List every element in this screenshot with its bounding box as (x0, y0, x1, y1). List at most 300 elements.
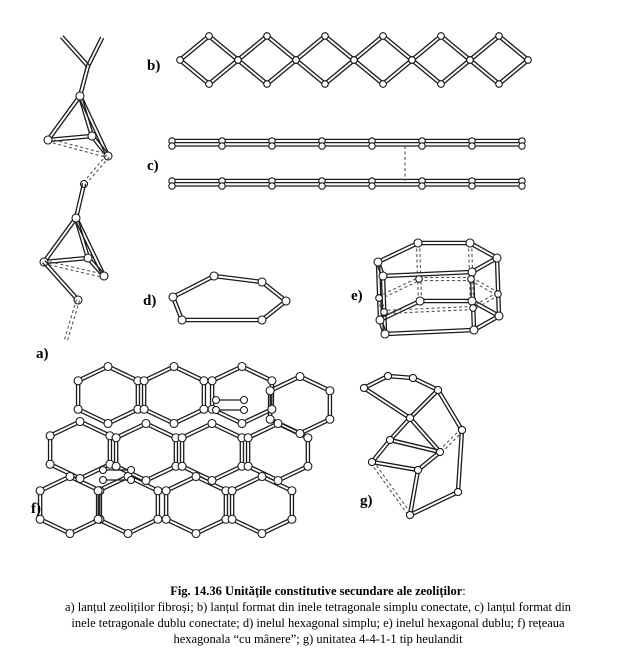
bond (261, 300, 285, 319)
bond (213, 368, 243, 382)
bond (442, 35, 471, 59)
atom (274, 477, 282, 485)
bond (165, 475, 195, 489)
atom (36, 487, 44, 495)
bond (472, 278, 499, 293)
bond (45, 219, 77, 263)
atom (304, 462, 312, 470)
atom (104, 363, 112, 371)
bond (51, 423, 81, 437)
bond (326, 61, 355, 85)
atom (128, 467, 135, 474)
bond (175, 411, 205, 425)
bond (213, 468, 243, 482)
bond (277, 465, 307, 479)
panel-d-single-hexagonal-ring (169, 272, 290, 324)
atom (169, 183, 175, 189)
bond (297, 59, 326, 83)
atom (228, 487, 236, 495)
atom (414, 466, 421, 473)
atom (269, 183, 275, 189)
atom (409, 374, 416, 381)
bond (64, 300, 76, 340)
bond (297, 37, 326, 61)
bond (233, 478, 263, 492)
bond (41, 478, 71, 492)
bond (197, 521, 227, 535)
atom (376, 295, 383, 302)
bond (377, 242, 417, 261)
bond (48, 142, 108, 158)
atom (94, 487, 102, 495)
bond (243, 365, 273, 379)
bond (174, 277, 215, 298)
atom (128, 477, 135, 484)
label-d: d) (143, 293, 157, 309)
atom (169, 143, 175, 149)
bond (391, 419, 411, 441)
atom (258, 530, 266, 538)
panel-f-hexagonal-network (36, 363, 334, 538)
atom (268, 377, 276, 385)
bond (39, 521, 69, 535)
atom (241, 397, 248, 404)
atom (206, 33, 213, 40)
atom (74, 405, 82, 413)
bond (165, 521, 195, 535)
atom (210, 272, 218, 280)
atom (219, 183, 225, 189)
atom (470, 305, 477, 312)
bond (115, 422, 145, 436)
caption-title: Fig. 14.36 Unitățile constitutive secundare ale zeoliților (170, 584, 463, 598)
atom (409, 57, 416, 64)
bond (181, 59, 210, 83)
bond (249, 425, 279, 439)
atom (406, 511, 413, 518)
bond (45, 261, 79, 299)
atom (381, 309, 388, 316)
atom (495, 291, 502, 298)
atom (142, 420, 150, 428)
bond (373, 441, 391, 463)
bond (355, 59, 384, 83)
atom (381, 330, 389, 338)
bond (473, 259, 498, 273)
atom (154, 515, 162, 523)
label-b: b) (147, 58, 161, 74)
bond (469, 35, 498, 59)
atom (213, 407, 220, 414)
atom (438, 81, 445, 88)
caption-title-line (0, 583, 636, 599)
atom (208, 377, 216, 385)
bond (261, 283, 285, 302)
bond (214, 274, 262, 280)
atom (244, 462, 252, 470)
atom (266, 415, 274, 423)
bond (475, 317, 500, 331)
bond (210, 61, 239, 85)
panel-c-double-tetragonal-chain (169, 138, 525, 189)
atom (496, 81, 503, 88)
bond (409, 419, 439, 453)
bond (279, 468, 309, 482)
atom (200, 405, 208, 413)
atom (326, 415, 334, 423)
bond (179, 61, 208, 85)
atom (493, 254, 501, 262)
bond (233, 518, 263, 532)
atom (268, 405, 276, 413)
caption-line-3: hexagonala “cu mânere”; g) unitatea 4-4-1-1 tip heulandit (173, 632, 463, 646)
atom (76, 475, 84, 483)
bond (411, 391, 439, 419)
bond (324, 37, 353, 61)
bond (179, 35, 208, 59)
atom (386, 436, 393, 443)
bond (301, 421, 331, 435)
atom (112, 434, 120, 442)
bond (44, 264, 104, 278)
atom (380, 81, 387, 88)
bond (211, 465, 241, 479)
bond (413, 37, 442, 61)
atom (467, 57, 474, 64)
atom (496, 33, 503, 40)
atom (264, 33, 271, 40)
bond (247, 422, 277, 436)
atom (44, 136, 52, 144)
bond (239, 59, 268, 83)
atom (469, 143, 475, 149)
bond (295, 35, 324, 59)
bond (237, 35, 266, 59)
bond (173, 408, 203, 422)
bond (417, 451, 439, 469)
atom (228, 515, 236, 523)
bond (266, 37, 295, 61)
bond (195, 518, 225, 532)
bond (411, 493, 459, 516)
bond (299, 378, 329, 392)
bond (167, 518, 197, 532)
bond (384, 35, 413, 59)
atom (419, 183, 425, 189)
bond (419, 453, 441, 471)
bond (500, 61, 529, 85)
bond (183, 425, 213, 439)
atom (360, 384, 367, 391)
bond (437, 391, 461, 431)
panel-e-double-hexagonal-ring (374, 239, 503, 338)
bond (172, 275, 213, 296)
atom (244, 434, 252, 442)
bond (211, 425, 241, 439)
atom (519, 183, 525, 189)
bond (107, 408, 137, 422)
bond (420, 243, 422, 301)
bond (109, 411, 139, 425)
bond (85, 157, 109, 185)
bond (129, 521, 159, 535)
atom (416, 297, 424, 305)
atom (76, 92, 84, 100)
atom (274, 420, 282, 428)
bond (301, 375, 331, 389)
atom (76, 418, 84, 426)
bond (495, 258, 497, 316)
atom (374, 258, 382, 266)
atom (434, 386, 441, 393)
label-a: a) (36, 346, 49, 362)
bond (473, 315, 498, 329)
atom (296, 430, 304, 438)
bond (384, 61, 413, 85)
atom (140, 377, 148, 385)
bond (173, 368, 203, 382)
atom (238, 420, 246, 428)
atom (319, 143, 325, 149)
bond (439, 389, 463, 429)
atom (376, 316, 384, 324)
atom (322, 33, 329, 40)
bond (440, 59, 469, 83)
bond (500, 35, 529, 59)
atom (140, 405, 148, 413)
atom (468, 297, 476, 305)
bond (77, 365, 107, 379)
bond (268, 35, 297, 59)
atom (369, 183, 375, 189)
bond (363, 389, 409, 419)
bond (210, 35, 239, 59)
label-e: e) (351, 288, 363, 304)
atom (293, 57, 300, 64)
bond (442, 61, 471, 85)
bond (261, 518, 291, 532)
bond (181, 37, 210, 61)
bond (413, 59, 442, 83)
bond (61, 38, 87, 67)
atom (458, 426, 465, 433)
bond (107, 368, 137, 382)
atom (154, 487, 162, 495)
atom (519, 143, 525, 149)
bond (167, 478, 197, 492)
bond (498, 59, 527, 83)
atom (414, 239, 422, 247)
bond (390, 442, 440, 454)
bond (376, 262, 378, 320)
bond (389, 417, 409, 439)
atom (66, 530, 74, 538)
bond (371, 439, 389, 461)
atom (213, 397, 220, 404)
bond (39, 475, 69, 489)
panel-b-single-tetragonal-chain (177, 33, 532, 88)
bond (411, 35, 440, 59)
bond (109, 365, 139, 379)
atom (322, 81, 329, 88)
atom (351, 57, 358, 64)
bond (231, 475, 261, 489)
atom (178, 462, 186, 470)
bond (471, 242, 498, 257)
bond (263, 521, 293, 535)
bond (469, 61, 498, 85)
atom (468, 276, 475, 283)
bond (145, 408, 175, 422)
atom (192, 530, 200, 538)
bond (81, 95, 109, 155)
bond (471, 37, 500, 61)
bond (127, 518, 157, 532)
bond (145, 465, 175, 479)
bond (145, 368, 175, 382)
atom (46, 460, 54, 468)
atom (258, 316, 266, 324)
bond (145, 425, 175, 439)
bond (231, 521, 261, 535)
atom (94, 515, 102, 523)
atom (282, 297, 290, 305)
atom (112, 462, 120, 470)
atom (470, 326, 478, 334)
bond (295, 61, 324, 85)
bond (324, 59, 353, 83)
bond (47, 95, 79, 139)
bond (499, 258, 501, 316)
atom (288, 487, 296, 495)
bond (208, 37, 237, 61)
atom (100, 467, 107, 474)
atom (419, 143, 425, 149)
bond (43, 263, 77, 301)
bond (382, 59, 411, 83)
atom (454, 488, 461, 495)
atom (66, 473, 74, 481)
bond (379, 244, 419, 263)
atom (368, 458, 375, 465)
bond (77, 217, 105, 275)
bond (117, 425, 147, 439)
atom (74, 377, 82, 385)
bond (208, 59, 237, 83)
atom (269, 143, 275, 149)
atom (304, 434, 312, 442)
bond (175, 365, 205, 379)
bond (89, 39, 103, 67)
bond (83, 155, 107, 183)
caption-line-1: a) lanțul zeoliților fibroși; b) lanțul format din inele tetragonale simplu conectate, c) lanțul format din (64, 600, 572, 614)
bond (390, 438, 440, 450)
bond (79, 368, 109, 382)
bond (68, 300, 80, 340)
bond (241, 368, 271, 382)
bond (382, 37, 411, 61)
bond (43, 217, 75, 261)
atom (326, 387, 334, 395)
atom (169, 293, 177, 301)
label-g: g) (360, 493, 373, 509)
atom (170, 420, 178, 428)
atom (384, 372, 391, 379)
bond (371, 463, 409, 516)
atom (466, 239, 474, 247)
atom (72, 214, 80, 222)
bond (385, 276, 387, 334)
bond (440, 37, 469, 61)
atom (258, 278, 266, 286)
bond (469, 244, 496, 259)
bond (411, 417, 441, 451)
atom (177, 57, 184, 64)
bond (353, 35, 382, 59)
atom (436, 448, 443, 455)
atom (192, 473, 200, 481)
bond (147, 468, 177, 482)
bond (471, 59, 500, 83)
panel-g-heulandite-unit (360, 372, 465, 518)
atom (162, 515, 170, 523)
atom (266, 387, 274, 395)
atom (170, 363, 178, 371)
atom (142, 477, 150, 485)
atom (288, 515, 296, 523)
panel-a-fibrous-chain (40, 36, 112, 341)
atom (208, 477, 216, 485)
atom (319, 183, 325, 189)
bond (239, 37, 268, 61)
bond (263, 302, 287, 321)
bond (263, 281, 287, 300)
atom (100, 272, 108, 280)
bond (409, 389, 437, 417)
atom (88, 132, 96, 140)
atom (84, 254, 92, 262)
atom (369, 143, 375, 149)
caption-line-2: inele tetragonale dublu conectate; d) inelul hexagonal simplu; e) inelul hexagonal dublu; f) rețeaua (71, 616, 565, 630)
atom (264, 81, 271, 88)
atom (46, 432, 54, 440)
bond (63, 36, 89, 65)
atom (416, 276, 423, 283)
label-c: c) (147, 158, 159, 174)
bond (355, 37, 384, 61)
atom (258, 473, 266, 481)
atom (438, 33, 445, 40)
bond (268, 61, 297, 85)
atom (162, 487, 170, 495)
bond (409, 491, 457, 514)
atom (178, 434, 186, 442)
bond (49, 420, 79, 434)
bond (214, 278, 262, 284)
figure-caption (0, 583, 636, 647)
atom (469, 183, 475, 189)
bond (416, 243, 418, 301)
atom (468, 268, 476, 276)
atom (200, 377, 208, 385)
bond (181, 422, 211, 436)
atom (235, 57, 242, 64)
bond (326, 35, 355, 59)
atom (178, 316, 186, 324)
atom (379, 272, 387, 280)
bond (365, 387, 411, 417)
bond (498, 37, 527, 61)
